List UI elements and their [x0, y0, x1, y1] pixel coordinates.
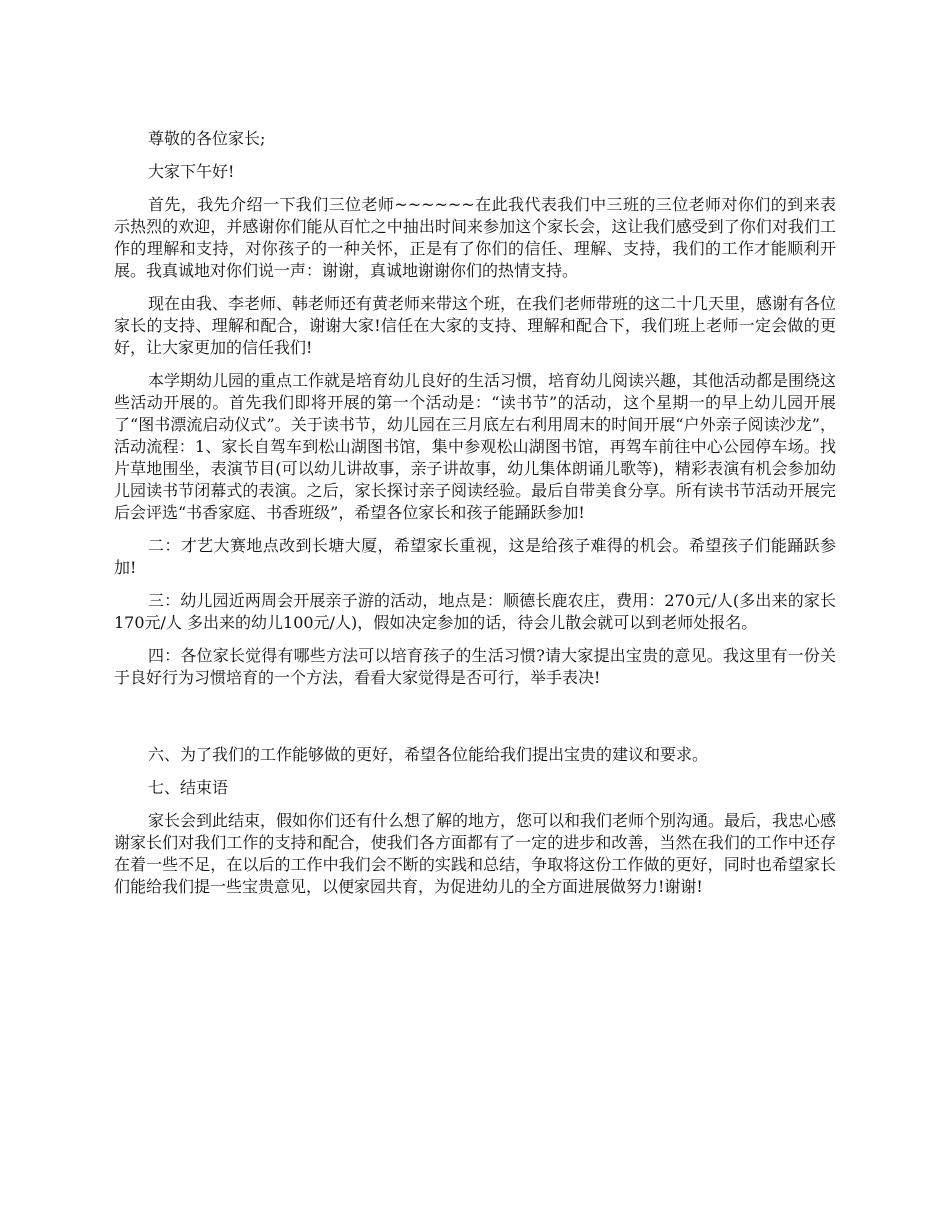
paragraph-family-trip: 三：幼儿园近两周会开展亲子游的活动，地点是：顺德长鹿农庄，费用：270元/人(多出来的家长170元/人 多出来的幼儿100元/人)，假如决定参加的话，待会儿散会就可以到老师处报名。 [114, 591, 836, 632]
paragraph-teachers: 现在由我、李老师、韩老师还有黄老师来带这个班，在我们老师带班的这二十几天里，感谢有各位家长的支持、理解和配合，谢谢大家!信任在大家的支持、理解和配合下，我们班上老师一定会做的更好，让大家更加的信任我们! [114, 294, 837, 357]
paragraph-reading-festival: 本学期幼儿园的重点工作就是培育幼儿良好的生活习惯，培育幼儿阅读兴趣，其他活动都是围绕这些活动开展的。首先我们即将开展的第一个活动是：“读书节”的活动，这个星期一的早上幼儿园开展了“图书漂流启动仪式”。关于读书节，幼儿园在三月底左右利用周末的时间开展“户外亲子阅读沙龙”，活动流程：1、家长自驾车到松山湖图书馆，集中参观松山湖图书馆，再驾车前往中心公园停车场。找片草地围坐，表演节目(可以幼儿讲故事，亲子讲故事，幼儿集体朗诵儿歌等)，精彩表演有机会参加幼儿园读书节闭幕式的表演。之后，家长探讨亲子阅读经验。最后自带美食分享。所有读书节活动开展完后会评选“书香家庭、书香班级”，希望各位家长和孩子能踊跃参加! [114, 371, 837, 522]
blank-gap [114, 700, 836, 744]
paragraph-closing: 家长会到此结束，假如你们还有什么想了解的地方，您可以和我们老师个别沟通。最后，我忠心感谢家长们对我们工作的支持和配合，使我们各方面都有了一定的进步和改善，当然在我们的工作中还存在着一些不足，在以后的工作中我们会不断的实践和总结，争取将这份工作做的更好，同时也希望家长们能给我们提一些宝贵意见，以便家园共育，为促进幼儿的全方面进展做努力!谢谢! [114, 811, 837, 896]
document-body [114, 128, 836, 909]
greeting: 大家下午好! [148, 162, 235, 181]
paragraph-introduction: 首先，我先介绍一下我们三位老师~~~~~~在此我代表我们中三班的三位老师对你们的到来表示热烈的欢迎，并感谢你们能从百忙之中抽出时间来参加这个家长会，这让我们感受到了你们对我们工作的理解和支持，对你孩子的一种关怀，正是有了你们的信任、理解、支持，我们的工作才能顺利开展。我真诚地对你们说一声：谢谢，真诚地谢谢你们的热情支持。 [114, 195, 836, 280]
section-heading-closing: 七、结束语 [148, 778, 229, 797]
paragraph-habits: 四：各位家长觉得有哪些方法可以培育孩子的生活习惯?请大家提出宝贵的意见。我这里有一份关于良好行为习惯培育的一个方法，看看大家觉得是否可行，举手表决! [114, 646, 836, 687]
paragraph-suggestions: 六、为了我们的工作能够做的更好，希望各位能给我们提出宝贵的建议和要求。 [148, 745, 709, 764]
salutation: 尊敬的各位家长; [148, 129, 266, 148]
paragraph-talent-contest: 二：才艺大赛地点改到长塘大厦，希望家长重视，这是给孩子难得的机会。希望孩子们能踊跃参加! [114, 536, 836, 577]
